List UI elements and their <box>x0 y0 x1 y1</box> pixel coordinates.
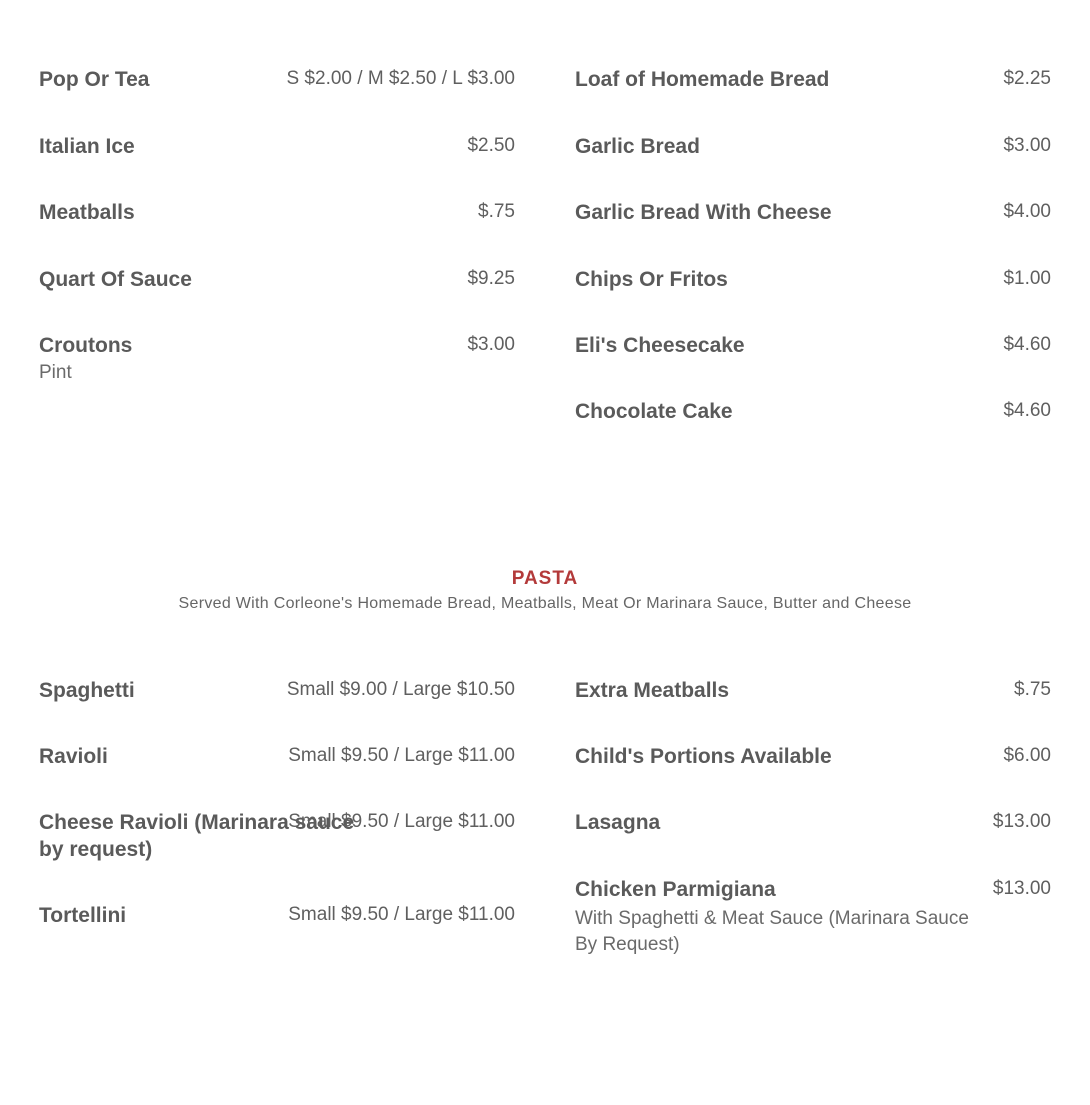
menu-item <box>575 876 1051 958</box>
item-name: Italian Ice <box>39 135 135 158</box>
item-price: $6.00 <box>1003 745 1051 766</box>
item-name: Extra Meatballs <box>575 679 730 702</box>
item-name: Lasagna <box>575 811 661 834</box>
section-title: PASTA <box>511 568 579 589</box>
item-name: Tortellini <box>39 904 127 927</box>
item-name: Ravioli <box>39 745 108 768</box>
menu-item <box>575 66 1051 93</box>
menu-item <box>575 266 1051 293</box>
menu-item <box>39 677 515 704</box>
menu-item <box>39 199 515 226</box>
item-price: $1.00 <box>1003 268 1051 289</box>
item-name: Child's Portions Available <box>575 745 832 768</box>
item-name: Spaghetti <box>39 679 135 702</box>
item-price: $9.25 <box>467 268 515 289</box>
item-name: Loaf of Homemade Bread <box>575 68 830 91</box>
item-name: Chocolate Cake <box>575 400 733 423</box>
item-price: $13.00 <box>992 811 1051 832</box>
item-price: $4.00 <box>1003 201 1051 222</box>
item-name: Garlic Bread With Cheese <box>575 201 832 224</box>
item-price: $2.25 <box>1003 68 1051 89</box>
menu-item <box>39 266 515 293</box>
item-price: $3.00 <box>1003 135 1051 156</box>
item-price: Small $9.50 / Large $11.00 <box>288 811 515 832</box>
menu-item <box>575 199 1051 226</box>
item-price: $2.50 <box>467 135 515 156</box>
menu-item <box>39 809 515 863</box>
item-price: Small $9.00 / Large $10.50 <box>286 679 515 700</box>
item-price: $4.60 <box>1003 334 1051 355</box>
menu-item <box>39 332 515 386</box>
menu-item <box>575 743 1051 770</box>
item-name: Garlic Bread <box>575 135 700 158</box>
menu-item <box>39 743 515 770</box>
menu-item <box>39 66 515 93</box>
item-name: Cheese Ravioli (Marinara sauce by request) <box>39 811 355 861</box>
item-name: Eli's Cheesecake <box>575 334 745 357</box>
next-section-heading-cut <box>0 1098 1090 1105</box>
menu-item <box>575 677 1051 704</box>
menu-item <box>575 398 1051 425</box>
menu-item <box>39 133 515 160</box>
item-name: Chips Or Fritos <box>575 268 728 291</box>
item-name: Meatballs <box>39 201 135 224</box>
item-name: Quart Of Sauce <box>39 268 192 291</box>
previous-section-heading-cut <box>0 0 1090 4</box>
item-name: Pop Or Tea <box>39 68 150 91</box>
item-description: Pint <box>39 362 72 383</box>
item-price: S $2.00 / M $2.50 / L $3.00 <box>286 68 515 89</box>
item-description: With Spaghetti & Meat Sauce (Marinara Sauce By Request) <box>575 908 969 955</box>
menu-item <box>575 133 1051 160</box>
item-name: Chicken Parmigiana <box>575 878 776 901</box>
item-price: $4.60 <box>1003 400 1051 421</box>
item-price: $.75 <box>478 201 515 222</box>
section-subtitle: Served With Corleone's Homemade Bread, Meatballs, Meat Or Marinara Sauce, Butter and Cheese <box>178 595 912 612</box>
item-name: Croutons <box>39 334 133 357</box>
pasta-section-header <box>0 567 1090 616</box>
menu-item <box>575 809 1051 836</box>
item-price: $13.00 <box>992 878 1051 899</box>
item-price: Small $9.50 / Large $11.00 <box>288 745 515 766</box>
menu-item <box>575 332 1051 359</box>
menu-item <box>39 902 515 929</box>
item-price: $3.00 <box>467 334 515 355</box>
item-price: $.75 <box>1014 679 1051 700</box>
item-price: Small $9.50 / Large $11.00 <box>288 904 515 925</box>
